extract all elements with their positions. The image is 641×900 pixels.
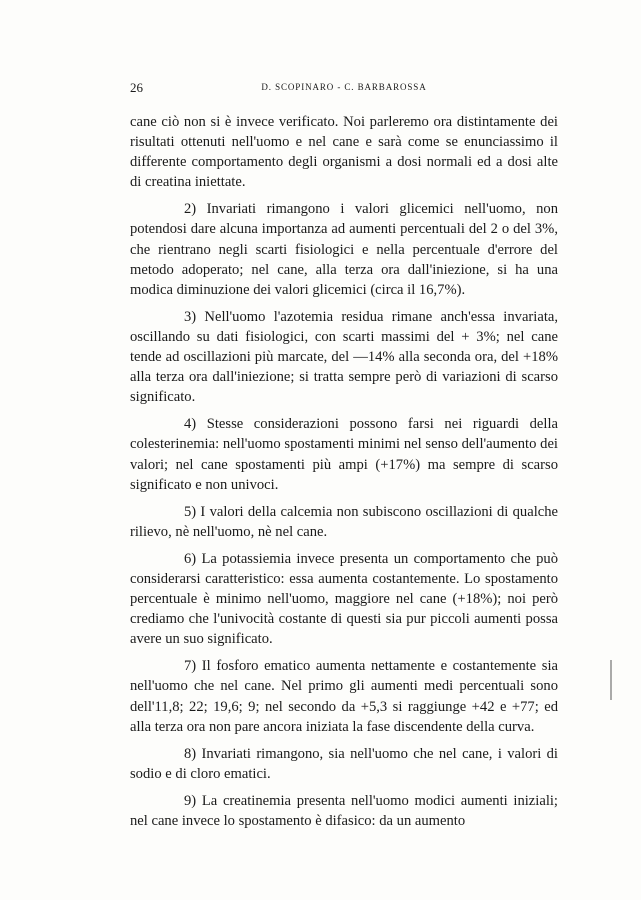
paragraph-9-creatinemia: 9) La creatinemia presenta nell'uomo modici aumenti iniziali; nel cane invece lo spostamento è difasico: da un aumento <box>130 792 558 829</box>
paragraph-6-potassiemia: 6) La potassiemia invece presenta un comportamento che può considerarsi caratteristico: essa aumenta costantemente. Lo spostamento percentuale è minimo nell'uomo, maggiore nel cane (+18%); noi però crediamo che l'univocità costante di questi sia pur piccoli aumenti possa avere un suo significato. <box>130 550 558 648</box>
paragraph-7-fosforo: 7) Il fosforo ematico aumenta nettamente e costantemente sia nell'uomo che nel cane. Nel primo gli aumenti medi percentuali sono dell'11,8; 22; 19,6; 9; nel secondo da +5,3 si raggiunge +42 e +77; ed alla terza ora non pare ancora iniziata la fase discendente della curva. <box>130 658 558 735</box>
paragraph-8-sodio-cloro: 8) Invariati rimangono, sia nell'uomo che nel cane, i valori di sodio e di cloro ematici. <box>130 745 558 782</box>
body-text <box>130 112 558 838</box>
paragraph-continuation: cane ciò non si è invece verificato. Noi parleremo ora distintamente dei risultati ottenuti nell'uomo e nel cane e sarà come se enunciassimo il differente comportamento degli organismi a dosi normali ed a dosi alte di creatina iniettate. <box>130 114 558 191</box>
paragraph-5-calcemia: 5) I valori della calcemia non subiscono oscillazioni di qualche rilievo, nè nell'uomo, nè nel cane. <box>130 503 558 540</box>
paragraph-3-azotemia: 3) Nell'uomo l'azotemia residua rimane anch'essa invariata, oscillando su dati fisiologici, con scarti massimi del + 3%; nel cane tende ad oscillazioni più marcate, del —14% alla seconda ora, del +18% alla terza ora dall'iniezione; si tratta sempre però di variazioni di scarso significato. <box>130 308 558 406</box>
running-head: D. SCOPINARO - C. BARBAROSSA <box>261 82 427 92</box>
scan-margin-mark <box>610 660 612 700</box>
page-header <box>130 80 558 98</box>
paragraph-2-glicemia: 2) Invariati rimangono i valori glicemici nell'uomo, non potendosi dare alcuna importanza ad aumenti percentuali del 2 o del 3%, che rientrano negli scarti fisiologici e nella percentuale d'errore del metodo adoperato; nel cane, alla terza ora dall'iniezione, si ha una modica diminuzione dei valori glicemici (circa il 16,7%). <box>130 201 558 298</box>
page-number: 26 <box>130 80 143 95</box>
paragraph-4-colesterinemia: 4) Stesse considerazioni possono farsi nei riguardi della colesterinemia: nell'uomo spostamenti minimi nel senso dell'aumento dei valori; nel cane spostamenti più ampi (+17%) ma sempre di scarso significato e non univoci. <box>130 416 558 493</box>
